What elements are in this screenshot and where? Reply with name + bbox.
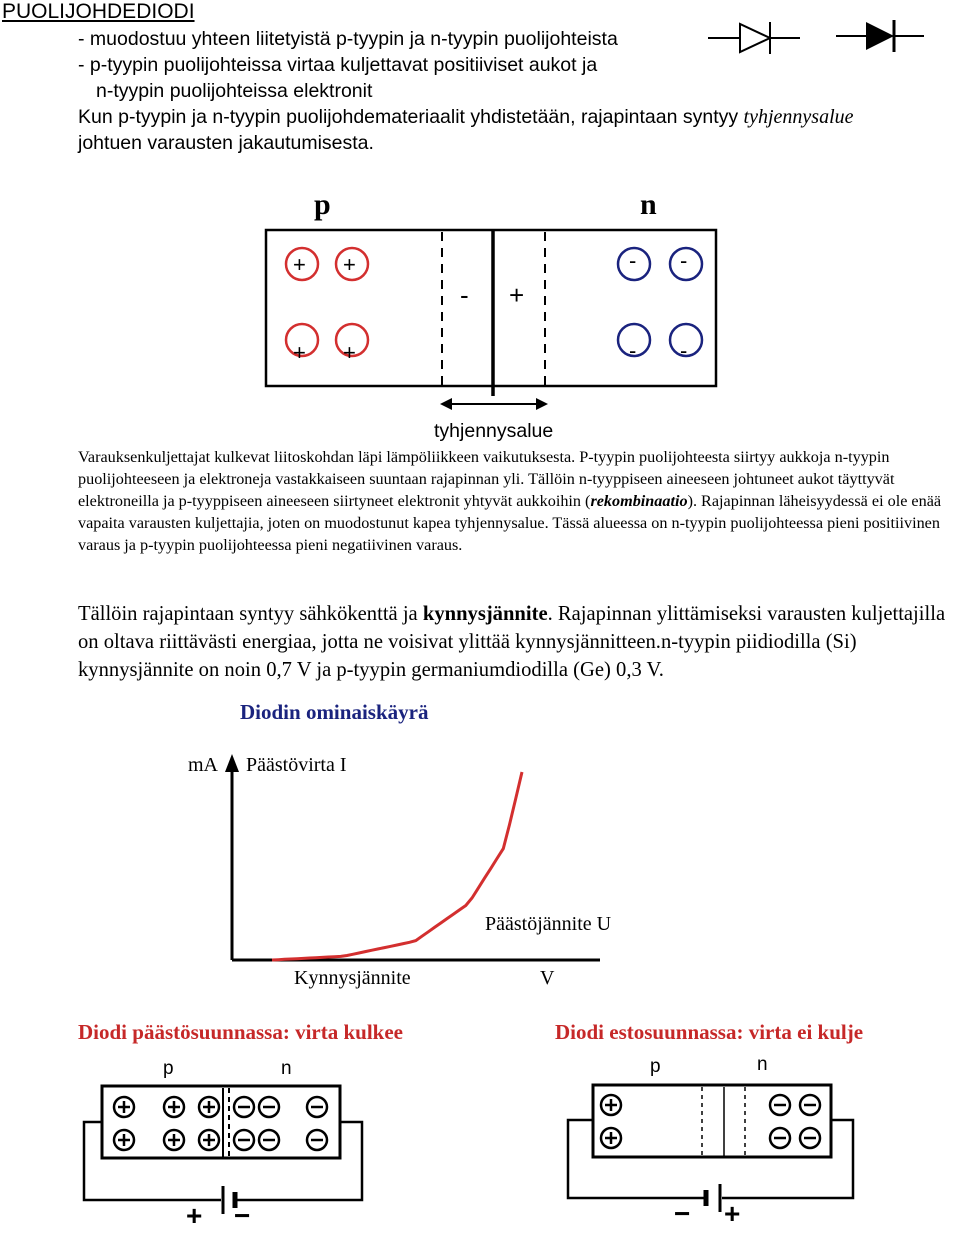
intro-sentence-main: Kun p-tyypin ja n-tyypin puolijohdemateriaalit yhdistetään, rajapintaan syntyy (78, 106, 739, 128)
reverse-n-label: n (757, 1054, 768, 1075)
reverse-bias-heading: Diodi estosuunnassa: virta ei kulje (555, 1020, 864, 1044)
threshold-voltage-label: Kynnysjännite (294, 967, 411, 989)
chart-title: Diodin ominaiskäyrä (240, 700, 429, 724)
electron-sign: - (680, 248, 688, 273)
intro-line-1: - muodostuu yhteen liitetyistä p-tyypin ja n-tyypin puolijohteista (78, 28, 618, 50)
electron-sign: - (629, 248, 637, 273)
electron-icon (800, 1095, 820, 1115)
paragraph2-text: Tällöin rajapintaan syntyy sähkökenttä ja (78, 603, 423, 625)
intro-sentence-line2: johtuen varausten jakautumisesta. (78, 132, 374, 154)
paragraph1-text-end: ). Rajapinnan läheisyydessä ei ole enää vapaita varausten kuljettajia, joten on muodostunut kapea tyhjennysalue. Tässä alueessa on n-tyypin puolijohteessa pieni positiivinen varaus ja p-tyypin puolijohteessa pieni negatiivinen varaus. (78, 492, 942, 554)
hole-sign: + (343, 340, 356, 365)
p-region-label: p (314, 188, 331, 221)
intro-sentence-italic: tyhjennysalue (743, 106, 854, 128)
depletion-positive-charge: + (509, 280, 525, 310)
y-axis-unit: mA (188, 754, 218, 776)
forward-battery-minus: − (234, 1200, 251, 1231)
electron-icon (770, 1128, 790, 1148)
hole-sign: + (293, 252, 306, 277)
y-axis-label: Päästövirta I (246, 754, 347, 776)
reverse-diode-body (593, 1085, 831, 1157)
depletion-region-label: tyhjennysalue (434, 420, 554, 442)
threshold-term: kynnysjännite (422, 603, 548, 625)
electron-icon (770, 1095, 790, 1115)
reverse-battery-icon (706, 1184, 720, 1212)
reverse-battery-minus: − (674, 1198, 691, 1229)
forward-n-label: n (281, 1058, 292, 1079)
intro-line-3: n-tyypin puolijohteissa elektronit (96, 80, 373, 102)
n-region-label: n (640, 188, 657, 221)
forward-p-label: p (163, 1058, 174, 1079)
page-title: PUOLIJOHDEDIODI (2, 0, 195, 23)
hole-sign: + (343, 252, 356, 277)
forward-bias-heading: Diodi päästösuunnassa: virta kulkee (78, 1020, 403, 1044)
reverse-electrons (770, 1095, 820, 1148)
paragraph2-text-end: . Rajapinnan ylittämiseksi varausten kuljettajilla on oltava riittävästi energiaa, jotta ne voisivat ylittää kynnysjännitteen.n-tyypin piidiodilla (Si) kynnysjännite on noin 0,7 V ja p-tyypin germaniumdiodilla (Ge) 0,3 V. (78, 603, 946, 681)
reverse-battery-plus: + (724, 1198, 741, 1229)
electron-icon (800, 1128, 820, 1148)
recombination-term: rekombinaatio (590, 492, 688, 510)
depletion-negative-charge: - (460, 280, 469, 310)
intro-line-2: - p-tyypin puolijohteissa virtaa kuljettavat positiiviset aukot ja (78, 54, 598, 76)
hole-icon (601, 1128, 621, 1148)
paragraph1-text: Varauksenkuljettajat kulkevat liitoskohdan läpi lämpöliikkeen vaikutuksesta. P-tyypin puolijohteesta siirtyy aukkoja n-tyypin puolijohteeseen ja elektroneja vastakkaiseen suuntaan rajapinnan yli. Tällöin n-tyyppiseen aineeseen johtuneet aukot täyttyvät elektroneilla ja p-tyyppiseen aineeseen siirtyneet elektronit yhtyvät aukkoihin ( (78, 448, 895, 510)
hole-sign: + (293, 340, 306, 365)
x-axis-label: Päästöjännite U (485, 913, 612, 935)
hole-icon (601, 1095, 621, 1115)
reverse-circuit-wire (568, 1120, 853, 1198)
electron-sign: - (629, 338, 637, 363)
forward-battery-plus: + (186, 1200, 203, 1231)
x-axis-unit: V (540, 967, 555, 989)
electron-sign: - (680, 338, 688, 363)
reverse-p-label: p (650, 1056, 661, 1077)
reverse-holes (601, 1095, 621, 1148)
